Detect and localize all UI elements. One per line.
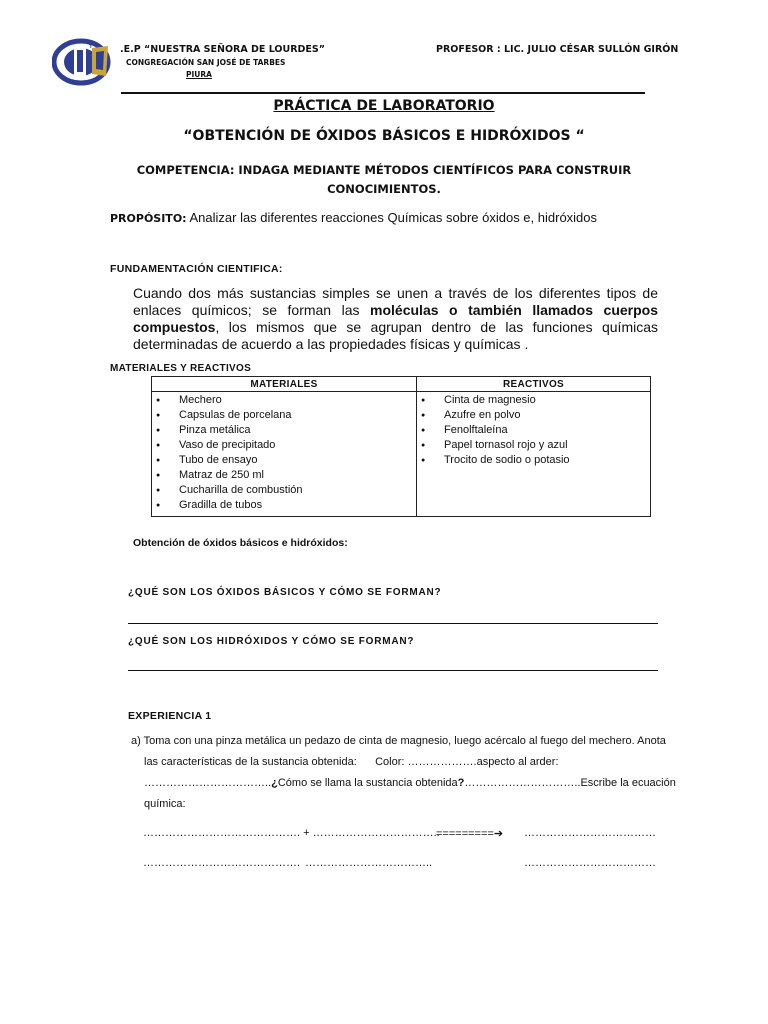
- purpose-label: PROPÓSITO:: [110, 212, 187, 225]
- experience-instruction-line-4: química:: [144, 798, 186, 810]
- header-rule: [121, 92, 645, 94]
- equation-blank-reactant-2[interactable]: ……………………………..: [309, 827, 440, 839]
- obtaining-heading: Obtención de óxidos básicos e hidróxidos:: [133, 537, 348, 549]
- list-item: ● Tubo de ensayo: [152, 453, 416, 468]
- purpose-text: Analizar las diferentes reacciones Químicas sobre óxidos e, hidróxidos: [189, 210, 598, 225]
- competence-line-2: CONOCIMIENTOS.: [327, 182, 441, 196]
- question-mark-open: ¿: [271, 777, 278, 789]
- competence: [110, 161, 658, 199]
- materials-cell: [152, 392, 417, 517]
- answer-line-hydroxides[interactable]: [128, 670, 658, 671]
- page-title: PRÁCTICA DE LABORATORIO: [273, 98, 495, 114]
- school-crest-logo: [52, 36, 114, 86]
- list-item: ● Matraz de 250 ml: [152, 468, 416, 483]
- blank-substance[interactable]: ……………………………..: [144, 777, 272, 789]
- foundation-text-before: Cuando dos más sustancias simples se unen a través de los diferentes tipos de enlaces químicos; se forman las: [133, 285, 658, 318]
- list-item: ● Fenolftaleína: [417, 423, 650, 438]
- materials-column-header: MATERIALES: [152, 377, 417, 392]
- equation-blank-reactant-4[interactable]: ……………………………..: [305, 857, 433, 869]
- substance-question: Cómo se llama la sustancia obtenida: [277, 777, 458, 789]
- blank-substance-name: …………………………..Escribe la ecuación: [464, 777, 676, 789]
- list-item: ● Vaso de precipitado: [152, 438, 416, 453]
- equation-blank-product-1[interactable]: ………………………………: [524, 827, 656, 839]
- question-hydroxides: ¿QUÉ SON LOS HIDRÓXIDOS Y CÓMO SE FORMAN?: [128, 636, 415, 647]
- question-mark-close: ?: [457, 777, 465, 789]
- list-item: ● Mechero: [152, 393, 416, 408]
- city-name: PIURA: [186, 70, 212, 79]
- equation-blank-product-2[interactable]: ………………………………: [524, 857, 656, 869]
- reagents-list: [417, 393, 650, 468]
- svg-text:✝: ✝: [88, 42, 94, 50]
- list-item: ● Pinza metálica: [152, 423, 416, 438]
- materials-heading: MATERIALES Y REACTIVOS: [110, 363, 252, 374]
- question-oxides: ¿QUÉ SON LOS ÓXIDOS BÁSICOS Y CÓMO SE FORMAN?: [128, 587, 442, 598]
- materials-table: [151, 376, 651, 517]
- list-item: ● Azufre en polvo: [417, 408, 650, 423]
- list-item: ● Papel tornasol rojo y azul: [417, 438, 650, 453]
- competence-line-1: COMPETENCIA: INDAGA MEDIANTE MÉTODOS CIENTÍFICOS PARA CONSTRUIR: [136, 163, 632, 177]
- foundation-heading: FUNDAMENTACIÓN CIENTIFICA:: [110, 263, 283, 275]
- answer-line-oxides[interactable]: [128, 623, 658, 624]
- equation-blank-reactant-3[interactable]: …………………………………….: [143, 857, 301, 869]
- purpose: [110, 210, 597, 225]
- experience-heading: EXPERIENCIA 1: [128, 710, 212, 722]
- experience-instruction-line-3: [144, 777, 676, 789]
- list-item: ● Cinta de magnesio: [417, 393, 650, 408]
- reagents-column-header: REACTIVOS: [417, 377, 651, 392]
- list-item: ● Trocito de sodio o potasio: [417, 453, 650, 468]
- experience-instruction-line-2: las características de la sustancia obtenida: Color: ……………….aspecto al arder:: [144, 756, 559, 768]
- reaction-arrow: =========➔: [436, 828, 504, 840]
- equation-row-1: [143, 827, 440, 839]
- foundation-text-after: , los mismos que se agrupan dentro de las funciones químicas determinadas de acuerdo a las propiedades físicas y químicas .: [133, 319, 658, 352]
- congregation-name: CONGREGACIÓN SAN JOSÉ DE TARBES: [126, 58, 286, 67]
- materials-list: [152, 393, 416, 513]
- equation-blank-reactant-1[interactable]: …………………………………….: [143, 827, 304, 839]
- list-item: ● Capsulas de porcelana: [152, 408, 416, 423]
- foundation-text-bold: moléculas o también llamados cuerpos compuestos: [133, 302, 658, 335]
- plus-sign: +: [303, 827, 310, 839]
- list-item: ● Cucharilla de combustión: [152, 483, 416, 498]
- school-name: .E.P “NUESTRA SEÑORA DE LOURDES”: [120, 44, 325, 55]
- reagents-cell: [417, 392, 651, 517]
- experience-instruction-line-1: a) Toma con una pinza metálica un pedazo de cinta de magnesio, luego acércalo al fuego del mechero. Anota: [131, 735, 666, 747]
- list-item: ● Gradilla de tubos: [152, 498, 416, 513]
- page-subtitle: “OBTENCIÓN DE ÓXIDOS BÁSICOS E HIDRÓXIDOS “: [183, 128, 585, 144]
- foundation-text: [133, 285, 658, 353]
- teacher-name: PROFESOR : LIC. JULIO CÉSAR SULLÓN GIRÓN: [436, 44, 679, 55]
